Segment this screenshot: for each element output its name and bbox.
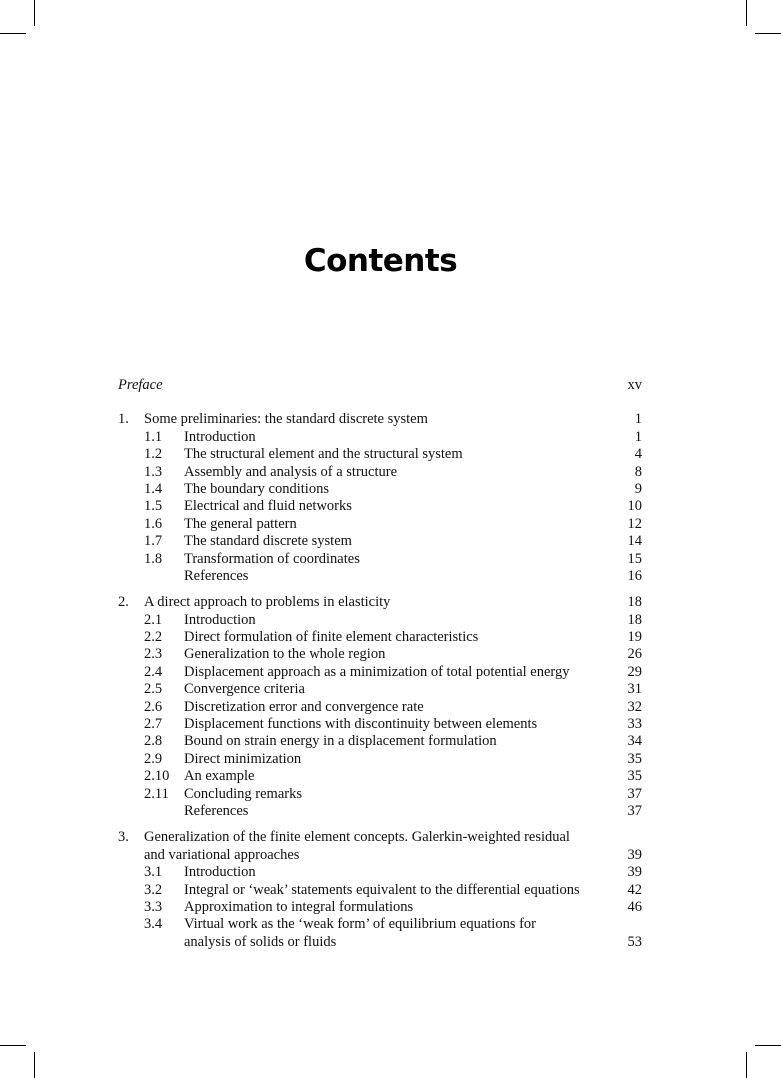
- toc-section-number: 1.6: [144, 515, 163, 532]
- toc-page-number: 37: [627, 785, 642, 802]
- toc-preface[interactable]: [118, 377, 642, 394]
- toc-chapter-continued[interactable]: [118, 847, 642, 864]
- toc-section-number: 3.2: [144, 881, 163, 898]
- toc-page-number: 39: [627, 864, 642, 881]
- toc-page-number: 29: [627, 663, 642, 680]
- toc-chapter-number: 1.: [118, 411, 129, 428]
- toc-section-number: 2.3: [144, 646, 163, 663]
- toc-section-number: 2.2: [144, 629, 163, 646]
- toc-entry-title: Some preliminaries: the standard discrete system: [144, 411, 428, 428]
- toc-section-number: 1.7: [144, 533, 163, 550]
- toc-entry-title: Concluding remarks: [184, 785, 302, 802]
- crop-mark: [755, 33, 781, 34]
- toc-entry-title: Displacement approach as a minimization of total potential energy: [184, 663, 570, 680]
- toc-section[interactable]: [118, 864, 642, 881]
- toc-references[interactable]: [118, 568, 642, 585]
- toc-page-number: xv: [627, 377, 642, 393]
- toc-page-number: 15: [627, 550, 642, 567]
- toc-section[interactable]: [118, 882, 642, 899]
- toc-section-number: 1.3: [144, 463, 163, 480]
- toc-entry-title: An example: [184, 768, 255, 785]
- toc-section-number: 2.9: [144, 750, 163, 767]
- crop-mark: [746, 1052, 747, 1078]
- toc-section-number: 2.11: [144, 785, 169, 802]
- toc-section[interactable]: [118, 551, 642, 568]
- toc-entry-title: Integral or ‘weak’ statements equivalent to the differential equations: [184, 881, 580, 898]
- toc-page-number: 9: [634, 480, 642, 497]
- toc-entry-title: Convergence criteria: [184, 681, 305, 698]
- toc-page-number: 46: [627, 898, 642, 915]
- toc-chapter[interactable]: [118, 829, 642, 846]
- toc-section-number: 2.7: [144, 716, 163, 733]
- toc-section-number: 1.2: [144, 446, 163, 463]
- toc-page-number: 42: [627, 881, 642, 898]
- toc-section[interactable]: [118, 733, 642, 750]
- toc-section[interactable]: [118, 699, 642, 716]
- toc-references[interactable]: [118, 803, 642, 820]
- toc-section[interactable]: [118, 664, 642, 681]
- toc-section-number: 2.5: [144, 681, 163, 698]
- toc-page-number: 39: [627, 846, 642, 863]
- toc-page-number: 19: [627, 629, 642, 646]
- toc-section-number: 1.4: [144, 480, 163, 497]
- toc-entry-title: Virtual work as the ‘weak form’ of equilibrium equations for: [184, 916, 536, 933]
- table-of-contents: [118, 377, 642, 951]
- toc-entry-title: Transformation of coordinates: [184, 550, 360, 567]
- toc-section[interactable]: [118, 768, 642, 785]
- toc-entry-title: A direct approach to problems in elasticity: [144, 594, 391, 611]
- toc-entry-title: Generalization to the whole region: [184, 646, 386, 663]
- toc-page-number: 1: [634, 411, 642, 428]
- toc-section[interactable]: [118, 429, 642, 446]
- crop-mark: [0, 33, 26, 34]
- toc-page-number: 35: [627, 768, 642, 785]
- toc-page-number: 26: [627, 646, 642, 663]
- toc-section[interactable]: [118, 916, 642, 933]
- toc-section[interactable]: [118, 646, 642, 663]
- toc-page-number: 18: [627, 611, 642, 628]
- toc-chapter-number: 2.: [118, 594, 129, 611]
- toc-section-number: 1.5: [144, 498, 163, 515]
- toc-section[interactable]: [118, 498, 642, 515]
- toc-section[interactable]: [118, 716, 642, 733]
- toc-page-number: 10: [627, 498, 642, 515]
- toc-section[interactable]: [118, 516, 642, 533]
- toc-page-number: 8: [634, 463, 642, 480]
- toc-section[interactable]: [118, 681, 642, 698]
- page-title: Contents: [303, 242, 458, 279]
- toc-page-number: 1: [634, 428, 642, 445]
- toc-section-number: 3.4: [144, 916, 163, 933]
- toc-entry-title: Introduction: [184, 864, 256, 881]
- toc-entry-title: Bound on strain energy in a displacement formulation: [184, 733, 497, 750]
- toc-section-number: 2.8: [144, 733, 163, 750]
- toc-page-number: 37: [627, 802, 642, 819]
- toc-entry-title: Introduction: [184, 611, 256, 628]
- toc-section[interactable]: [118, 751, 642, 768]
- toc-entry-title: Direct formulation of finite element characteristics: [184, 629, 479, 646]
- toc-section[interactable]: [118, 533, 642, 550]
- toc-chapter-number: 3.: [118, 829, 129, 846]
- toc-entry-title: The boundary conditions: [184, 480, 329, 497]
- toc-page-number: 16: [627, 567, 642, 584]
- toc-section[interactable]: [118, 899, 642, 916]
- toc-page-number: 31: [627, 681, 642, 698]
- toc-chapter[interactable]: [118, 594, 642, 611]
- toc-page-number: 12: [627, 515, 642, 532]
- toc-section-number: 2.1: [144, 611, 163, 628]
- toc-section-number: 2.10: [144, 768, 170, 785]
- toc-entry-title: Approximation to integral formulations: [184, 898, 414, 915]
- toc-entry-title: Displacement functions with discontinuity between elements: [184, 716, 538, 733]
- toc-entry-title: The structural element and the structural system: [184, 446, 463, 463]
- crop-mark: [34, 1052, 35, 1078]
- toc-page-number: 33: [627, 716, 642, 733]
- toc-entry-title: Introduction: [184, 428, 256, 445]
- toc-section-continued[interactable]: [118, 934, 642, 951]
- toc-page-number: 14: [627, 533, 642, 550]
- toc-page-number: 18: [627, 594, 642, 611]
- toc-page-number: 4: [634, 446, 642, 463]
- toc-section[interactable]: [118, 464, 642, 481]
- toc-entry-title: Direct minimization: [184, 750, 302, 767]
- toc-section-number: 3.1: [144, 864, 163, 881]
- toc-section[interactable]: [118, 446, 642, 463]
- toc-section[interactable]: [118, 612, 642, 629]
- toc-section[interactable]: [118, 629, 642, 646]
- toc-entry-title: and variational approaches: [144, 846, 300, 863]
- toc-section-number: 2.4: [144, 663, 163, 680]
- toc-entry-title: References: [184, 567, 249, 584]
- toc-entry-title: References: [184, 802, 249, 819]
- toc-section-number: 3.3: [144, 898, 163, 915]
- toc-section-number: 2.6: [144, 698, 163, 715]
- toc-section-number: 1.1: [144, 428, 163, 445]
- toc-entry-title: The standard discrete system: [184, 533, 352, 550]
- toc-entry-title: Electrical and fluid networks: [184, 498, 352, 515]
- toc-entry-title: Discretization error and convergence rate: [184, 698, 424, 715]
- toc-page-number: 32: [627, 698, 642, 715]
- toc-entry-title: Preface: [118, 377, 163, 393]
- toc-page-number: 53: [627, 933, 642, 950]
- toc-page-number: 35: [627, 750, 642, 767]
- toc-chapter[interactable]: [118, 411, 642, 428]
- toc-section[interactable]: [118, 481, 642, 498]
- crop-mark: [755, 1045, 781, 1046]
- toc-entry-title: analysis of solids or fluids: [184, 933, 337, 950]
- toc-entry-title: Assembly and analysis of a structure: [184, 463, 398, 480]
- toc-page-number: 34: [627, 733, 642, 750]
- toc-section-number: 1.8: [144, 550, 163, 567]
- crop-mark: [746, 0, 747, 26]
- toc-entry-title: The general pattern: [184, 515, 297, 532]
- toc-entry-title: Generalization of the finite element concepts. Galerkin-weighted residual: [144, 829, 570, 846]
- crop-mark: [0, 1045, 26, 1046]
- crop-mark: [34, 0, 35, 26]
- toc-section[interactable]: [118, 786, 642, 803]
